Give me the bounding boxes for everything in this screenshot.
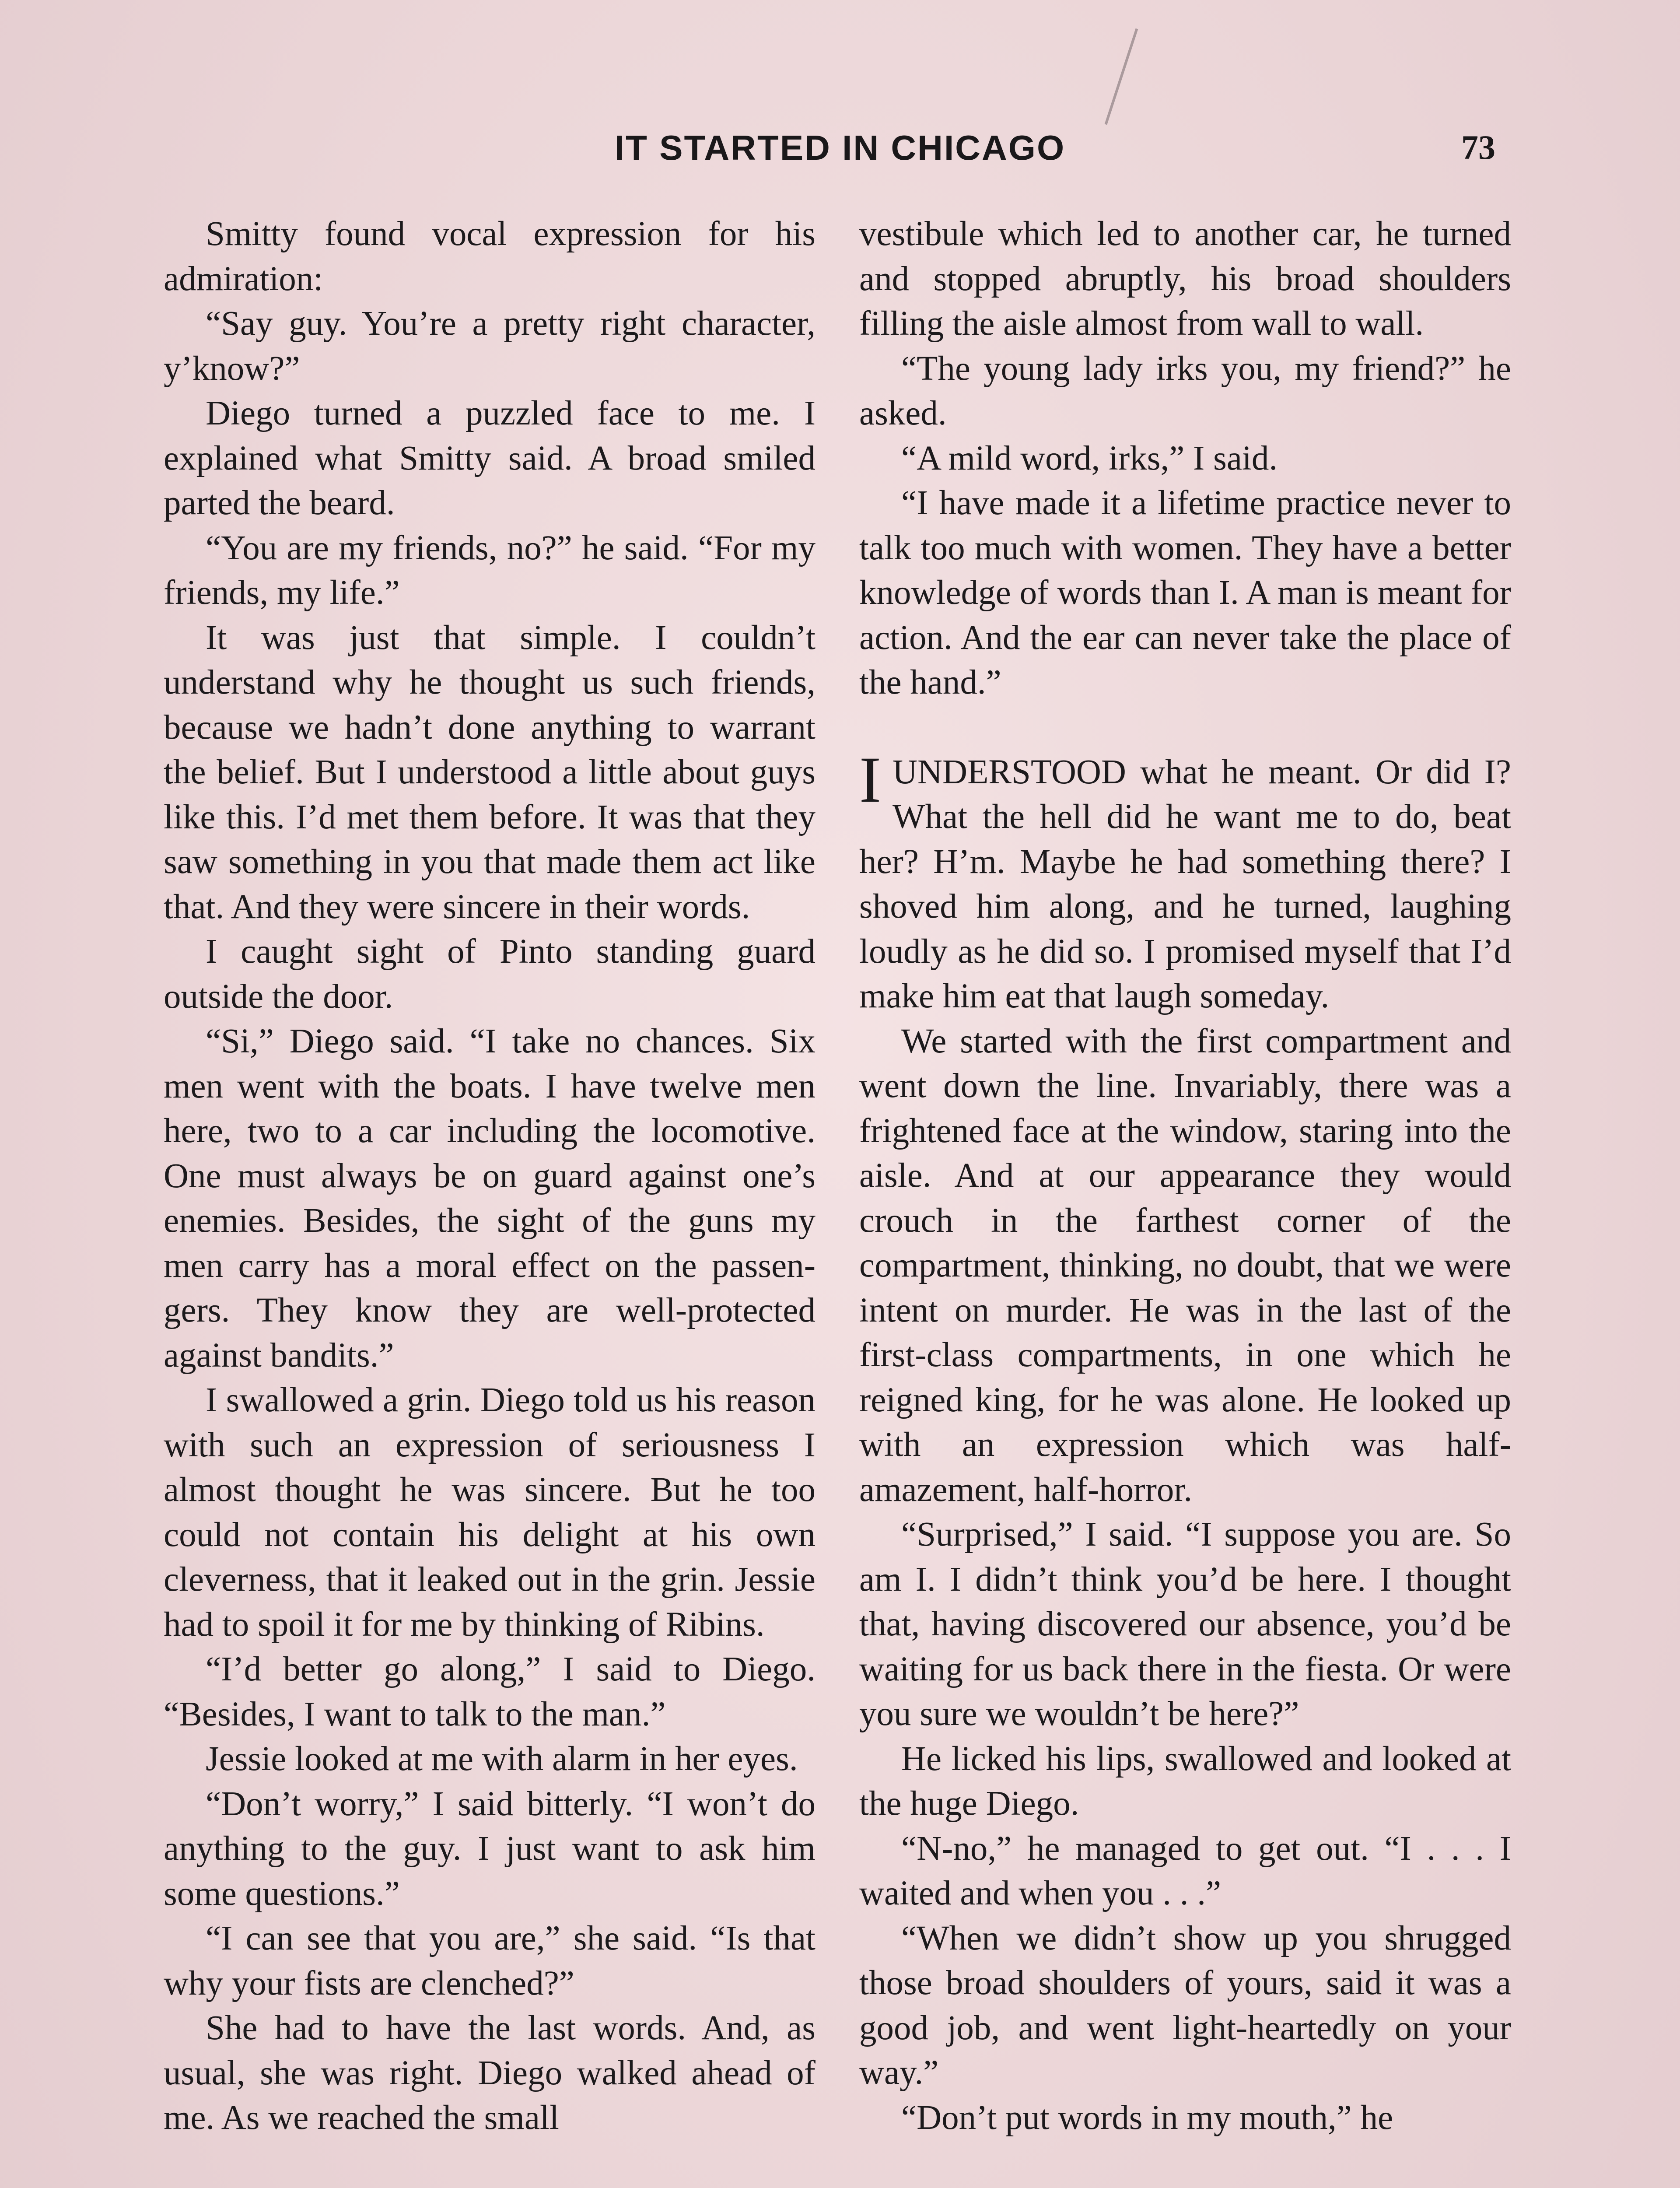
paragraph: “When we didn’t show up you shrugged those broad shoulders of yours, said it was a good job, and went light-heartedly on your way.” [859,1919,1511,2092]
paragraph: He licked his lips, swallowed and looked at the huge Diego. [859,1739,1511,1823]
paragraph: “Surprised,” I said. “I suppose you are. So am I. I didn’t think you’d be here. I thought that, having discovered our absence, you’d be waiting for us back there in the fiesta. Or were you sure we wouldn’t be here?” [859,1515,1511,1733]
paragraph: I swallowed a grin. Diego told us his reason with such an expression of seriousness I almost thought he was sincere. But he too could not contain his delight at his own cleverness, that it leaked out in the grin. Jessie had to spoil it for me by thinking of Ribins. [164,1381,816,1644]
running-head-title: IT STARTED IN CHICAGO [614,128,1066,167]
paragraph: She had to have the last words. And, as usual, she was right. Diego walked ahead of me. As we reached the small [164,2009,816,2137]
paragraph: “Don’t worry,” I said bitterly. “I won’t do anything to the guy. I just want to ask him some questions.” [164,1785,816,1913]
page-number: 73 [1461,128,1495,166]
paragraph: “Si,” Diego said. “I take no chances. Six men went with the boats. I have twelve men here, two to a car including the locomotive. One must always be on guard against one’s enemies. Besides, the sight of the guns my men carry has a moral effect on the passengers. They know they are well-protected against bandits.” [164,1022,816,1375]
dropcap-paragraph [859,743,1511,1019]
paragraph: It was just that simple. I couldn’t understand why he thought us such friends, because we hadn’t done anything to warrant the belief. But I understood a little about guys like this. I’d met them before. It was that they saw something in you that made them act like that. And they were sincere in their words. [164,618,816,926]
left-text-column [164,212,816,2141]
paragraph: Jessie looked at me with alarm in her eyes. [206,1740,798,1778]
paragraph: “You are my friends, no?” he said. “For my friends, my life.” [164,529,816,612]
drop-cap-letter: I [859,743,881,816]
paragraph: “A mild word, irks,” I said. [901,439,1278,477]
paragraph: I caught sight of Pinto standing guard outside the door. [164,933,816,1016]
paragraph: We started with the first compartment and went down the line. Invariably, there was a frightened face at the window, staring into the aisle. And at our appearance they would crouch in the farthest corner of the compartment, thinking, no doubt, that we were intent on murder. He was in the last of the first-class compartments, in one which he reigned king, for he was alone. He looked up with an expression which was half-amazement, half-horror. [859,1022,1511,1509]
paragraph: “N-no,” he managed to get out. “I . . . I waited and when you . . .” [859,1829,1511,1912]
paragraph: “I can see that you are,” she said. “Is that why your fists are clenched?” [164,1919,816,2002]
paragraph: Smitty found vocal expression for his admiration: [164,215,816,298]
paragraph: “The young lady irks you, my friend?” he asked. [859,349,1511,432]
paragraph: vestibule which led to another car, he turned and stopped abruptly, his broad shoulders filling the aisle almost from wall to wall. [859,215,1511,343]
right-text-column [859,212,1511,2140]
paragraph: Diego turned a puzzled face to me. I explained what Smitty said. A broad smiled parted the beard. [164,394,816,522]
paper-scratch [1105,28,1138,125]
section-break [859,705,1511,750]
paragraph: “I have made it a lifetime practice never to talk too much with women. They have a better knowledge of words than I. A man is meant for action. And the ear can never take the place of the hand.” [859,484,1511,701]
paragraph: “Say guy. You’re a pretty right character, y’know?” [164,305,816,388]
dropcap-paragraph-text: UNDERSTOOD what he meant. Or did I? What the hell did he want me to do, beat her? H’m. Maybe he had something there? I shoved him along, and he turned, laughing loudly as he did so. I promised myself that I’d make him eat that laugh someday. [859,753,1511,1015]
paragraph: “Don’t put words in my mouth,” he [901,2098,1393,2137]
paragraph: “I’d better go along,” I said to Diego. “Besides, I want to talk to the man.” [164,1650,816,1733]
